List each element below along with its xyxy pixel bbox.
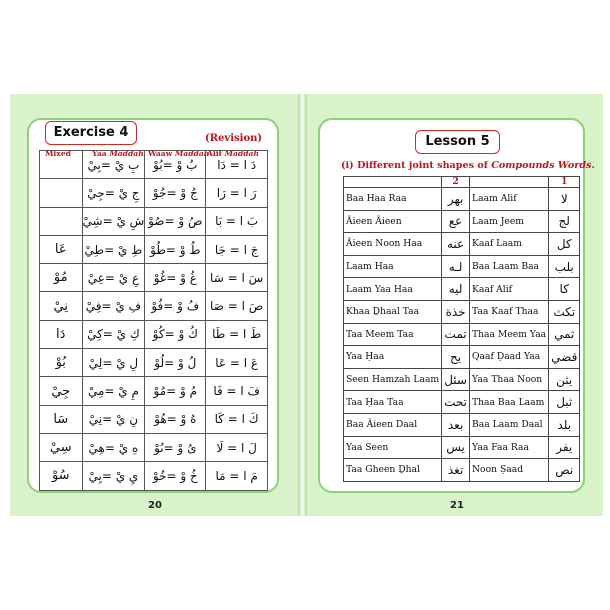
header-waaw-maddah: Waaw Maddah	[148, 149, 210, 158]
alif-maddah-cell: كَ ا = كَا	[206, 405, 268, 433]
yaa-maddah-cell: بِ يْ =بِيْ	[82, 151, 145, 179]
alif-maddah-cell: بَ ا = بَا	[206, 207, 268, 235]
compound-name-col1: Taa Kaaf Thaa	[470, 300, 549, 323]
waaw-maddah-cell: كُ وْ =كُوْ	[145, 320, 206, 348]
lesson-row	[344, 210, 580, 233]
compound-name-col1: Baa Laam Daal	[470, 413, 549, 436]
mixed-cell: مُوْ	[40, 264, 83, 292]
compound-script-col2: تحت	[442, 391, 470, 414]
compound-name-col2: Ȃieen Ȃieen	[344, 210, 442, 233]
alif-maddah-cell: رَ ا = رَا	[206, 179, 268, 207]
mixed-cell: نِيْ	[40, 292, 83, 320]
alif-maddah-cell: مَ ا = مَا	[206, 462, 268, 490]
lesson-row	[344, 368, 580, 391]
lesson-row	[344, 278, 580, 301]
alif-maddah-cell: لَ ا = لَا	[206, 433, 268, 461]
compound-script-col2: سئل	[442, 368, 470, 391]
compound-name-col2: Baa Haa Raa	[344, 188, 442, 211]
compound-name-col1: Baa Laam Baa	[470, 255, 549, 278]
compound-name-col1: Yaa Faa Raa	[470, 436, 549, 459]
waaw-maddah-cell: خُ وْ =خُوْ	[145, 462, 206, 490]
alif-maddah-cell: جَ ا = جَا	[206, 235, 268, 263]
compound-script-col1: قضي	[549, 346, 580, 369]
mixed-cell: جِيْ	[40, 377, 83, 405]
exercise-row	[40, 264, 268, 292]
exercise-row	[40, 292, 268, 320]
exercise-row	[40, 377, 268, 405]
waaw-maddah-cell: ىُ وْ =ىُوْ	[145, 433, 206, 461]
column-number-2: 2	[442, 177, 470, 188]
compound-name-col2: Taa Meem Taa	[344, 323, 442, 346]
compound-script-col1: يفر	[549, 436, 580, 459]
lesson-row	[344, 413, 580, 436]
exercise-row	[40, 207, 268, 235]
mixed-cell: بُوْ	[40, 349, 83, 377]
compound-script-col1: بلب	[549, 255, 580, 278]
compound-name-col2: Yaa Ḥaa	[344, 346, 442, 369]
compound-script-col1: لا	[549, 188, 580, 211]
yaa-maddah-cell: لِ يْ =لِيْ	[82, 349, 145, 377]
compound-script-col2: عع	[442, 210, 470, 233]
compound-script-col1: كا	[549, 278, 580, 301]
exercise-row	[40, 462, 268, 490]
header-mixed: Mixed	[45, 149, 71, 158]
compound-script-col2: خذة	[442, 300, 470, 323]
compound-script-col1: ثبل	[549, 391, 580, 414]
column-number-row	[344, 177, 580, 188]
mixed-cell: سِيْ	[40, 433, 83, 461]
alif-maddah-cell: صَ ا = صَا	[206, 292, 268, 320]
lesson-row	[344, 346, 580, 369]
exercise-row	[40, 151, 268, 179]
compound-name-col1: Qaaf Ḍaad Yaa	[470, 346, 549, 369]
compound-name-col2: Ȃieen Noon Haa	[344, 233, 442, 256]
yaa-maddah-cell: جِ يْ =جِيْ	[82, 179, 145, 207]
waaw-maddah-cell: مُ وْ =مُوْ	[145, 377, 206, 405]
lesson-row	[344, 391, 580, 414]
yaa-maddah-cell: مِ يْ =مِيْ	[82, 377, 145, 405]
compound-name-col1: Yaa Thaa Noon	[470, 368, 549, 391]
page-number-left: 20	[148, 500, 162, 511]
compound-name-col1: Laam Jeem	[470, 210, 549, 233]
mixed-cell: سَا	[40, 405, 83, 433]
exercise-row	[40, 349, 268, 377]
column-number-blank-1	[470, 177, 549, 188]
lesson-subtitle: (i) Different joint shapes of Compounds Words.	[341, 160, 595, 171]
alif-maddah-cell: عَ ا = عَا	[206, 349, 268, 377]
compound-script-col2: بهر	[442, 188, 470, 211]
header-yaa-maddah: Yaa Maddah	[92, 149, 144, 158]
waaw-maddah-cell: لُ وْ =لُوْ	[145, 349, 206, 377]
lesson-row	[344, 323, 580, 346]
waaw-maddah-cell: هُ وْ =هُوْ	[145, 405, 206, 433]
alif-maddah-cell: سَ ا = سَا	[206, 264, 268, 292]
page-number-right: 21	[450, 500, 464, 511]
compound-script-col2: ليه	[442, 278, 470, 301]
exercise-row	[40, 235, 268, 263]
mixed-cell	[40, 207, 83, 235]
compound-script-col2: يح	[442, 346, 470, 369]
compound-script-col2: تمت	[442, 323, 470, 346]
column-number-blank-2	[344, 177, 442, 188]
compound-name-col2: Seen Hamzah Laam	[344, 368, 442, 391]
compound-script-col1: يثن	[549, 368, 580, 391]
compound-name-col1: Laam Alif	[470, 188, 549, 211]
yaa-maddah-cell: فِ يْ =فِيْ	[82, 292, 145, 320]
waaw-maddah-cell: صُ وْ =صُوْ	[145, 207, 206, 235]
compound-name-col1: Kaaf Laam	[470, 233, 549, 256]
mixed-cell: سُوْ	[40, 462, 83, 490]
alif-maddah-cell: طَ ا = طَا	[206, 320, 268, 348]
column-number-1: 1	[549, 177, 580, 188]
exercise-row	[40, 405, 268, 433]
compound-name-col2: Khaa Ḏhaal Taa	[344, 300, 442, 323]
lesson-row	[344, 300, 580, 323]
alif-maddah-cell: دَ ا = دَا	[206, 151, 268, 179]
compound-name-col1: Thaa Baa Laam	[470, 391, 549, 414]
compound-script-col2: يس	[442, 436, 470, 459]
compound-name-col1: Kaaf Alif	[470, 278, 549, 301]
yaa-maddah-cell: شِ يْ =شِيْ	[82, 207, 145, 235]
lesson-row	[344, 233, 580, 256]
compound-script-col1: بلد	[549, 413, 580, 436]
book-gutter	[298, 94, 307, 516]
mixed-cell: عَا	[40, 235, 83, 263]
revision-label: (Revision)	[205, 133, 263, 144]
exercise-row	[40, 320, 268, 348]
mixed-cell	[40, 179, 83, 207]
compound-script-col2: بعد	[442, 413, 470, 436]
compound-script-col1: تكث	[549, 300, 580, 323]
compound-name-col2: Laam Yaa Haa	[344, 278, 442, 301]
yaa-maddah-cell: طِ يْ =طِيْ	[82, 235, 145, 263]
exercise-row	[40, 433, 268, 461]
yaa-maddah-cell: كِ يْ =كِيْ	[82, 320, 145, 348]
alif-maddah-cell: فَ ا = فَا	[206, 377, 268, 405]
lesson-row	[344, 436, 580, 459]
lesson-row	[344, 459, 580, 482]
waaw-maddah-cell: غُ وْ =غُوْ	[145, 264, 206, 292]
mixed-cell	[40, 151, 83, 179]
compound-name-col1: Thaa Meem Yaa	[470, 323, 549, 346]
waaw-maddah-cell: جُ وْ =جُوْ	[145, 179, 206, 207]
compound-script-col2: تغذ	[442, 459, 470, 482]
compound-name-col1: Noon Ṣaad	[470, 459, 549, 482]
yaa-maddah-cell: يِ يْ =يِيْ	[82, 462, 145, 490]
lesson-table	[343, 176, 580, 482]
waaw-maddah-cell: طُ وْ =طُوْ	[145, 235, 206, 263]
exercise-table	[39, 150, 268, 491]
compound-script-col2: عنه	[442, 233, 470, 256]
exercise-row	[40, 179, 268, 207]
compound-name-col2: Yaa Seen	[344, 436, 442, 459]
compound-script-col2: لـه	[442, 255, 470, 278]
compound-script-col1: كل	[549, 233, 580, 256]
compound-name-col2: Taa Gheen Ḏhal	[344, 459, 442, 482]
waaw-maddah-cell: فُ وْ =فُوْ	[145, 292, 206, 320]
compound-script-col1: ثمي	[549, 323, 580, 346]
yaa-maddah-cell: نِ يْ =نِيْ	[82, 405, 145, 433]
compound-script-col1: نص	[549, 459, 580, 482]
compound-name-col2: Taa Ḥaa Taa	[344, 391, 442, 414]
compound-name-col2: Laam Haa	[344, 255, 442, 278]
lesson-row	[344, 255, 580, 278]
waaw-maddah-cell: بُ وْ =بُوْ	[145, 151, 206, 179]
mixed-cell: دَا	[40, 320, 83, 348]
lesson-row	[344, 188, 580, 211]
header-alif-maddah: Alif Maddah	[207, 149, 259, 158]
exercise-title: Exercise 4	[45, 121, 137, 145]
yaa-maddah-cell: هِ يْ =هِيْ	[82, 433, 145, 461]
compound-name-col2: Baa Ȃieen Daal	[344, 413, 442, 436]
lesson-title: Lesson 5	[415, 130, 500, 154]
compound-script-col1: لج	[549, 210, 580, 233]
yaa-maddah-cell: عِ يْ =عِيْ	[82, 264, 145, 292]
